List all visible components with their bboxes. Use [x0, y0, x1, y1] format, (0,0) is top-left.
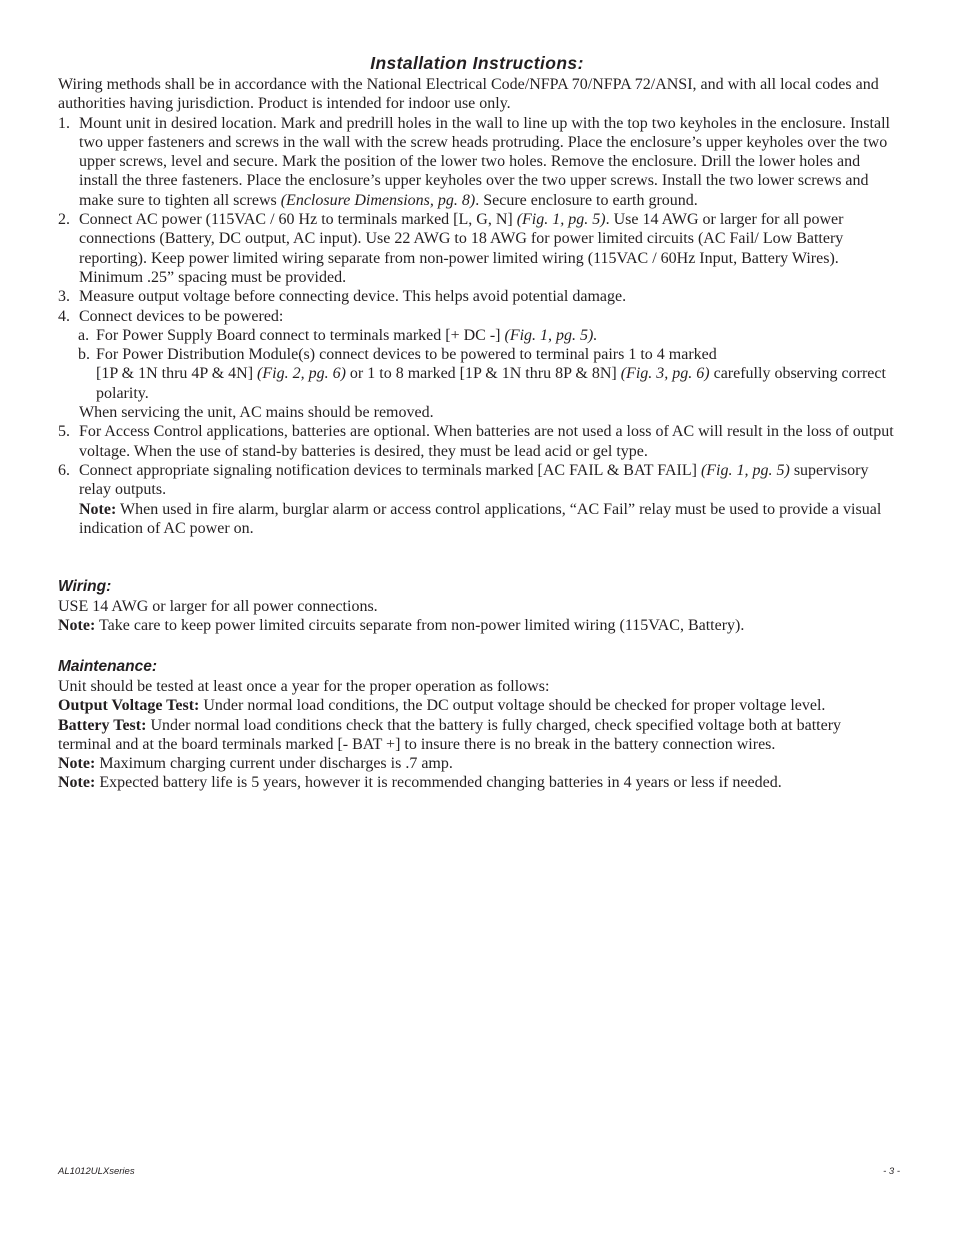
step-number: 1.	[58, 114, 70, 132]
note-label: Note:	[58, 755, 96, 773]
step-text: Measure output voltage before connecting device. This helps avoid potential damage.	[79, 288, 627, 306]
page-title: Installation Instructions:	[370, 53, 584, 73]
sub-label: a.	[78, 326, 90, 344]
sub-text-line1: For Power Distribution Module(s) connect devices to be powered to terminal pairs 1 to 4 marked	[96, 346, 717, 364]
test-label: Output Voltage Test:	[58, 697, 200, 715]
footer-model: AL1012ULXseries	[58, 1166, 135, 1177]
step-number: 2.	[58, 211, 70, 229]
step-text-tail: . Use 14 AWG or larger for all power connections (Battery, DC output, AC input). Use 22 AWG to 18 AWG for power limited circuits (AC Fail/ Low Battery reporting). Keep power limited wiring separate from non-power limited wiring (115VAC / 60Hz Input, Battery Wires). Minimum .25” spacing must be provided.	[79, 211, 844, 286]
step-text: Connect devices to be powered:	[79, 307, 284, 325]
battery-test	[58, 716, 898, 755]
charging-note	[58, 754, 898, 773]
figure-reference: (Fig. 1, pg. 5)	[700, 461, 790, 479]
output-voltage-test	[58, 696, 898, 715]
wiring-section	[58, 577, 898, 636]
wiring-line: USE 14 AWG or larger for all power connections.	[58, 598, 378, 615]
step-text: Mount unit in desired location. Mark and predrill holes in the wall to line up with the top two keyholes in the enclosure. Install two upper fasteners and screws in the wall with the screw heads protruding. Place the enclosure’s upper keyholes over the two upper screws, level and secure. Mark the position of the lower two holes. Remove the enclosure. Drill the lower holes and install the three fasteners. Place the enclosure’s upper keyholes over the two upper screws. Install the two lower screws and make sure to tighten all screws	[79, 114, 890, 209]
note-label: Note:	[58, 774, 96, 792]
wiring-heading: Wiring:	[58, 578, 112, 595]
step-number: 3.	[58, 288, 70, 306]
note-text: When used in fire alarm, burglar alarm or access control applications, “AC Fail” relay must be used to provide a visual indication of AC power on.	[79, 500, 882, 537]
wiring-note	[58, 616, 898, 635]
installation-section	[58, 75, 898, 538]
sub-text-line3: or 1 to 8 marked [1P & 1N thru 8P & 8N]	[345, 365, 621, 383]
intro-paragraph: Wiring methods shall be in accordance with the National Electrical Code/NFPA 70/NFPA 72/ANSI, and with all local codes and authorities having jurisdiction. Product is intended for indoor use only.	[58, 76, 879, 113]
note-label: Note:	[79, 500, 117, 518]
maintenance-intro: Unit should be tested at least once a year for the proper operation as follows:	[58, 678, 550, 695]
step-number: 5.	[58, 423, 70, 441]
step-number: 6.	[58, 461, 70, 479]
step-text-tail: . Secure enclosure to earth ground.	[475, 191, 698, 209]
sub-label: b.	[78, 346, 90, 364]
step-6	[58, 461, 898, 500]
step-2	[58, 210, 898, 287]
sub-text: For Power Supply Board connect to terminals marked [+ DC -]	[96, 326, 505, 344]
sub-text-line4: carefully observing correct polarity.	[96, 365, 886, 402]
footer-page-number: - 3 -	[883, 1166, 900, 1177]
step-text: Connect appropriate signaling notification devices to terminals marked [AC FAIL & BAT FAIL]	[79, 461, 701, 479]
step-number: 4.	[58, 307, 70, 325]
step-3	[58, 287, 898, 306]
step-4-sub-b	[58, 345, 898, 403]
step-5	[58, 422, 898, 461]
test-text: Under normal load conditions check that the battery is fully charged, check specified voltage both at battery terminal and at the board terminals marked [- BAT +] to insure there is no break in the battery connection wires.	[58, 716, 842, 753]
figure-reference: (Fig. 1, pg. 5)	[516, 211, 606, 229]
maintenance-section	[58, 657, 898, 793]
step-text: For Access Control applications, batteries are optional. When batteries are not used a loss of AC will result in the loss of output voltage. When the use of stand-by batteries is desired, they must be lead acid or gel type.	[79, 423, 894, 460]
sub-text-line2: [1P & 1N thru 4P & 4N]	[96, 365, 258, 383]
step-1	[58, 114, 898, 210]
step-text: Connect AC power (115VAC / 60 Hz to terminals marked [L, G, N]	[79, 211, 517, 229]
maintenance-heading: Maintenance:	[58, 658, 158, 675]
step-text-tail: supervisory relay outputs.	[79, 461, 869, 499]
test-label: Battery Test:	[58, 716, 147, 734]
step-4	[58, 307, 898, 326]
step-6-note	[58, 500, 898, 539]
note-text: Take care to keep power limited circuits separate from non-power limited wiring (115VAC, Battery).	[95, 617, 745, 635]
note-text: Expected battery life is 5 years, however it is recommended changing batteries in 4 years or less if needed.	[95, 774, 782, 792]
figure-reference: (Fig. 2, pg. 6)	[257, 365, 346, 383]
figure-reference: (Enclosure Dimensions, pg. 8)	[280, 191, 476, 209]
figure-reference: (Fig. 1, pg. 5).	[504, 326, 598, 344]
test-text: Under normal load conditions, the DC output voltage should be checked for proper voltage level.	[199, 697, 826, 715]
figure-reference: (Fig. 3, pg. 6)	[620, 365, 710, 383]
step-4-sub-a	[58, 326, 898, 345]
note-label: Note:	[58, 617, 96, 635]
note-text: Maximum charging current under discharges is .7 amp.	[95, 755, 453, 773]
battery-life-note	[58, 773, 898, 792]
servicing-note: When servicing the unit, AC mains should be removed.	[79, 404, 434, 422]
